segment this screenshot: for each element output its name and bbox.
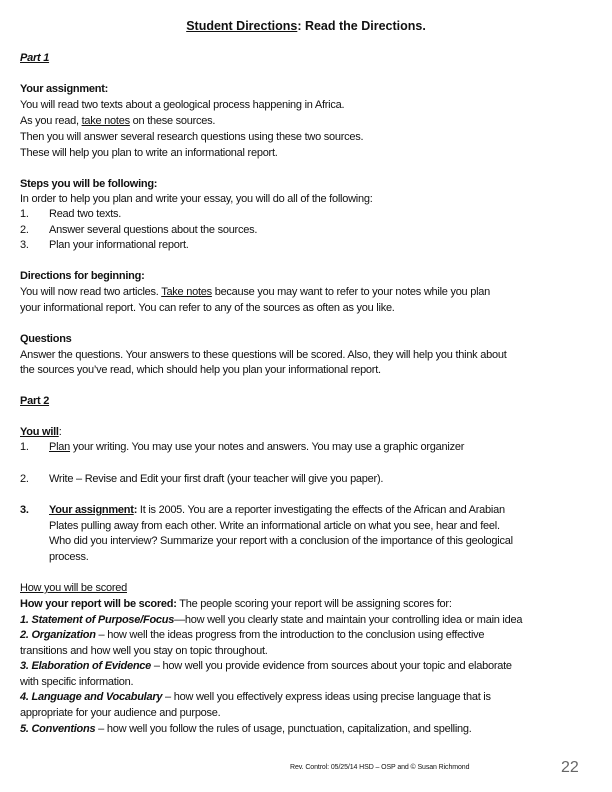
text: The people scoring your report will be assigning scores for:: [176, 598, 452, 610]
page-number: 22: [561, 759, 579, 776]
step-number: 3.: [20, 239, 29, 251]
part2-item-line: Who did you interview? Summarize your report with a conclusion of the importance of this geological: [49, 535, 513, 547]
text: on these sources.: [129, 115, 216, 127]
assignment-line: Then you will answer several research questions using these two sources.: [20, 131, 364, 143]
criterion: [20, 629, 484, 642]
part2-heading: Part 2: [20, 395, 50, 407]
assignment-label: Your assignment: [49, 504, 134, 516]
step-text: Read two texts.: [49, 208, 122, 220]
assignment-line: [20, 115, 215, 128]
criterion: [20, 723, 472, 736]
criterion-name: Conventions: [31, 723, 96, 735]
page-title: [0, 20, 612, 33]
steps-intro: In order to help you plan and write your essay, you will do all of the following:: [20, 193, 373, 205]
text: You will now read two articles.: [20, 286, 162, 298]
footer-revision: Rev. Control: 05/25/14 HSD – OSP and © Susan Richmond: [290, 764, 470, 771]
item-number: 3.: [20, 504, 29, 516]
title-underlined: Student Directions: [186, 19, 298, 33]
scoring-intro: [20, 598, 452, 611]
text: As you read,: [20, 115, 82, 127]
item-number: 2.: [20, 473, 29, 485]
part2-item: [20, 504, 505, 517]
questions-line: the sources you’ve read, which should help you plan your informational report.: [20, 364, 381, 376]
criterion-cont: transitions and how well you stay on topic throughout.: [20, 645, 268, 657]
part2-item-line: Plates pulling away from each other. Write an informational article on what you see, hear and feel.: [49, 520, 500, 532]
take-notes-emphasis: take notes: [81, 115, 130, 127]
you-will-label: [20, 426, 62, 439]
step-text: Plan your informational report.: [49, 239, 189, 251]
criterion-number: 1.: [20, 614, 32, 626]
questions-heading: Questions: [20, 333, 72, 345]
criterion-number: 4.: [20, 691, 32, 703]
criterion-cont: appropriate for your audience and purpose.: [20, 707, 221, 719]
text: You will: [20, 426, 59, 438]
part2-item: [20, 441, 464, 454]
title-rest: : Read the Directions.: [297, 19, 426, 33]
text: :: [133, 504, 138, 516]
item-text: your writing. You may use your notes and answers. You may use a graphic organizer: [70, 441, 465, 453]
criterion-name: Statement of Purpose/Focus: [31, 614, 175, 626]
text: How your report will be scored:: [20, 598, 177, 610]
criterion-desc: – how well you follow the rules of usage, punctuation, capitalization, and spelling.: [95, 723, 472, 735]
item-text: Write – Revise and Edit your first draft (your teacher will give you paper).: [49, 473, 384, 485]
step-item: [20, 239, 189, 252]
directions-line: your informational report. You can refer to any of the sources as often as you like.: [20, 302, 395, 314]
item-number: 1.: [20, 441, 29, 453]
part1-heading: Part 1: [20, 52, 50, 64]
plan-emphasis: Plan: [49, 441, 71, 453]
questions-line: Answer the questions. Your answers to these questions will be scored. Also, they will help you think about: [20, 349, 507, 361]
assignment-line: These will help you plan to write an informational report.: [20, 147, 278, 159]
step-item: [20, 224, 257, 237]
part2-item-line: process.: [49, 551, 89, 563]
part2-item: [20, 473, 383, 486]
directions-line: [20, 286, 490, 299]
criterion-number: 3.: [20, 660, 32, 672]
assignment-line: You will read two texts about a geological process happening in Africa.: [20, 99, 345, 111]
criterion-desc: —how well you clearly state and maintain your controlling idea or main idea: [174, 614, 523, 626]
criterion-desc: – how well you effectively express ideas using precise language that is: [162, 691, 491, 703]
criterion-name: Organization: [31, 629, 96, 641]
criterion-name: Language and Vocabulary: [31, 691, 163, 703]
steps-heading: Steps you will be following:: [20, 178, 158, 190]
step-number: 2.: [20, 224, 29, 236]
step-text: Answer several questions about the sources.: [49, 224, 258, 236]
step-item: [20, 208, 121, 221]
criterion-number: 5.: [20, 723, 32, 735]
take-notes-emphasis: Take notes: [161, 286, 212, 298]
criterion-name: Elaboration of Evidence: [31, 660, 152, 672]
criterion-desc: – how well you provide evidence from sources about your topic and elaborate: [151, 660, 512, 672]
criterion-cont: with specific information.: [20, 676, 134, 688]
item-text: It is 2005. You are a reporter investigating the effects of the African and Arabian: [137, 504, 505, 516]
text: :: [58, 426, 62, 438]
scoring-heading: How you will be scored: [20, 582, 127, 594]
assignment-heading: Your assignment:: [20, 83, 109, 95]
text: because you may want to refer to your notes while you plan: [211, 286, 491, 298]
criterion: [20, 660, 512, 673]
criterion: [20, 691, 491, 704]
criterion-number: 2.: [20, 629, 32, 641]
directions-heading: Directions for beginning:: [20, 270, 145, 282]
step-number: 1.: [20, 208, 29, 220]
criterion-desc: – how well the ideas progress from the introduction to the conclusion using effective: [95, 629, 485, 641]
criterion: [20, 614, 522, 627]
